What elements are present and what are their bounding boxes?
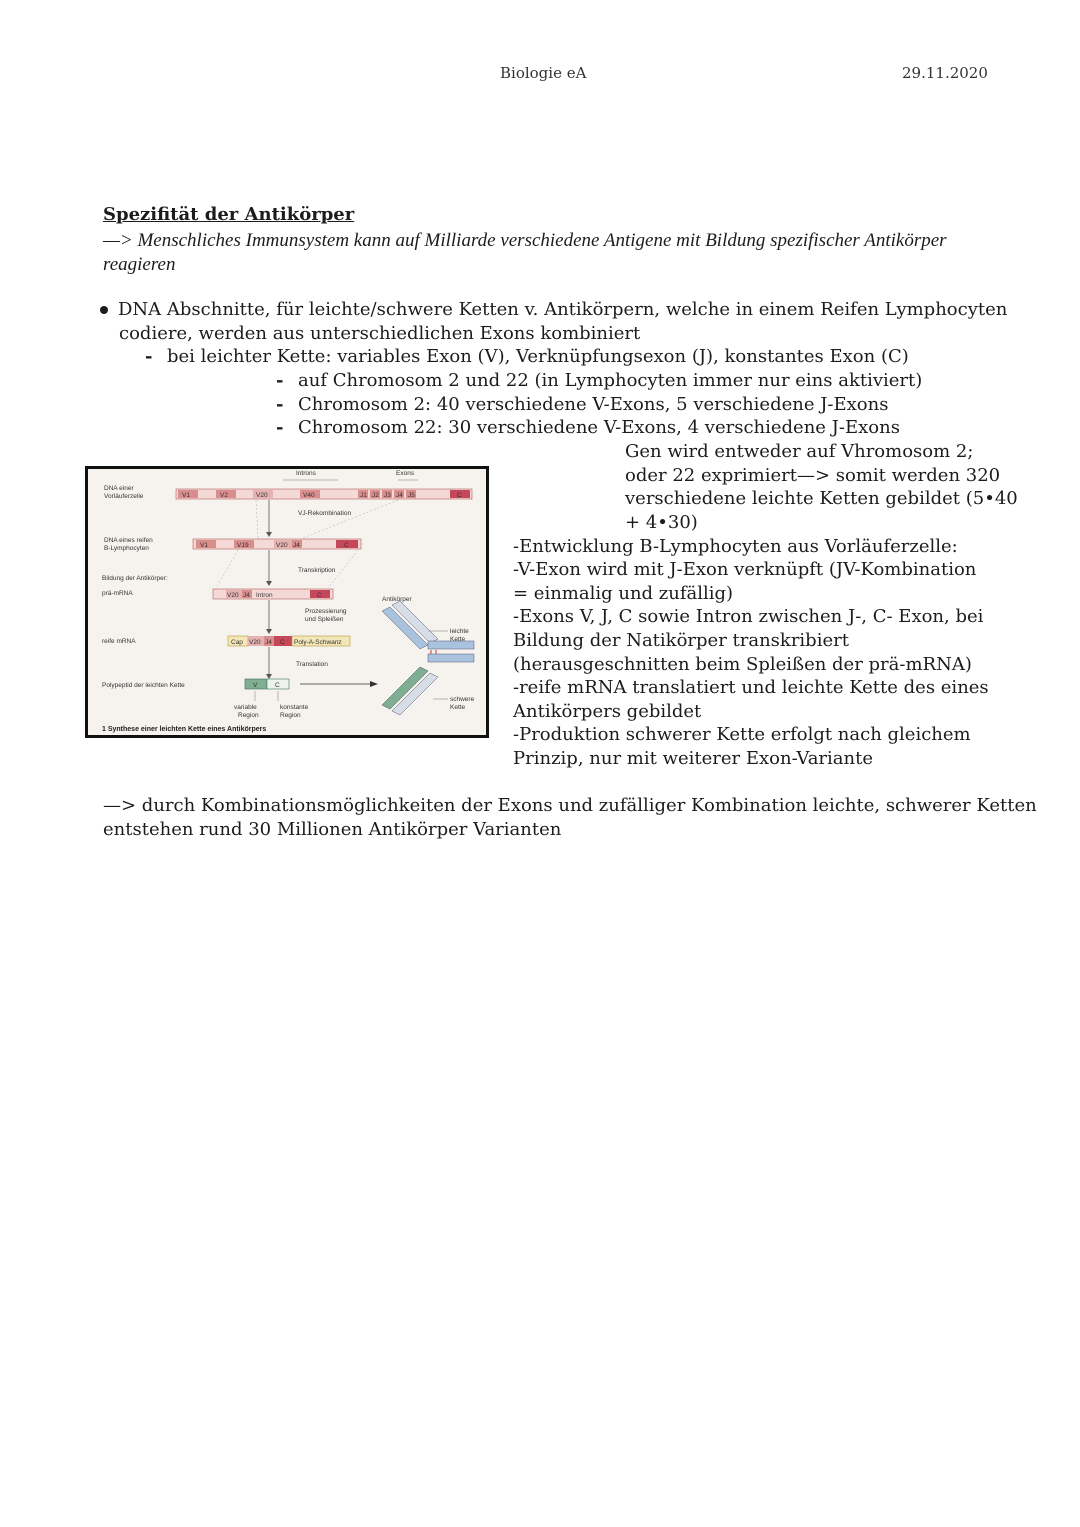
header-subject: Biologie eA — [500, 64, 587, 82]
guide-line — [303, 500, 398, 538]
label-polypeptid: Polypeptid der leichten Kette — [102, 682, 185, 689]
point-line-2: -V-Exon wird mit J-Exon verknüpft (JV-Kombination — [513, 559, 977, 580]
label-intron: Intron — [256, 592, 273, 599]
row4-seg-v20-label: V20 — [249, 639, 261, 646]
point-line-7: -reife mRNA translatiert und leichte Kette des eines — [513, 677, 989, 698]
point-line-4: -Exons V, J, C sowie Intron zwischen J-, C- Exon, bei — [513, 606, 984, 627]
guide-line — [256, 500, 258, 538]
arrow-transkription-head — [266, 581, 272, 586]
gen-line-1: Gen wird entweder auf Vhromosom 2; — [625, 441, 974, 462]
row2-seg-c-label: C — [344, 542, 349, 549]
row1-seg-j1-label: J1 — [360, 492, 367, 499]
header-date: 29.11.2020 — [902, 64, 988, 82]
label-konstante-1: konstante — [280, 704, 309, 711]
sub-item-1 — [145, 345, 909, 369]
guide-line — [216, 550, 238, 588]
label-prozessierung-1: Prozessierung — [305, 608, 347, 615]
label-cap: Cap — [231, 639, 243, 646]
intro-line-2: reagieren — [103, 254, 176, 275]
row1-seg-j5-label: J5 — [408, 492, 415, 499]
row2-seg-v19-label: V19 — [237, 542, 249, 549]
label-prae-mrna: prä-mRNA — [102, 590, 133, 597]
dash-icon: - — [145, 346, 153, 367]
subsub-item-2: - Chromosom 2: 40 verschiedene V-Exons, 5 verschiedene J-Exons — [276, 394, 889, 415]
row4-seg-c-label: C — [280, 639, 285, 646]
bullet-line-1 — [100, 298, 1007, 322]
page-title: Spezifität der Antikörper — [103, 204, 355, 225]
gen-line-4: + 4•30) — [625, 512, 698, 533]
label-leichte-1: leichte — [450, 628, 469, 635]
row1-seg-j4-label: J4 — [396, 492, 403, 499]
label-dna-reif-1: DNA eines reifen — [104, 537, 153, 544]
conclusion-line-2: entstehen rund 30 Millionen Antikörper Varianten — [103, 819, 562, 840]
gen-line-3: verschiedene leichte Ketten gebildet (5•40 — [625, 488, 1018, 509]
antibody-synthesis-figure — [85, 466, 489, 738]
point-line-8: Antikörpers gebildet — [513, 701, 702, 722]
arrow-vj-head — [266, 532, 272, 537]
label-schwere-1: schwere — [450, 696, 475, 703]
label-variable-2: Region — [238, 712, 259, 719]
label-c: C — [275, 682, 280, 689]
label-v: V — [253, 682, 258, 689]
label-reife-mrna: reife mRNA — [102, 638, 136, 645]
gen-line-2: oder 22 exprimiert—> somit werden 320 — [625, 465, 1001, 486]
row2-seg-j4-label: J4 — [293, 542, 300, 549]
label-translation: Translation — [296, 661, 328, 668]
label-prozessierung-2: und Spleißen — [305, 616, 344, 623]
bullet-line-1-text: DNA Abschnitte, für leichte/schwere Ketten v. Antikörpern, welche in einem Reifen Lymphocyten — [118, 299, 1008, 320]
row3-seg-c-label: C — [317, 592, 322, 599]
dash-icon: - — [276, 394, 284, 415]
label-schwere-2: Kette — [450, 704, 466, 711]
label-dna-vorlaeufer-1: DNA einer — [104, 485, 134, 492]
point-line-5: Bildung der Natikörper transkribiert — [513, 630, 849, 651]
row4-seg-j4-label: J4 — [265, 639, 272, 646]
point-line-9: -Produktion schwerer Kette erfolgt nach gleichem — [513, 724, 971, 745]
row1-seg-v40-label: V40 — [303, 492, 315, 499]
intro-line-1: —> Menschliches Immunsystem kann auf Milliarde verschiedene Antigene mit Bildung spezifischer Antikörper — [103, 230, 947, 251]
figure-diagram — [88, 469, 486, 735]
label-konstante-2: Region — [280, 712, 301, 719]
label-dna-vorlaeufer-2: Vorläuferzelle — [104, 493, 144, 500]
label-antikoerper: Antikörper — [382, 596, 412, 603]
point-line-3: = einmalig und zufällig) — [513, 583, 734, 604]
figure-caption: 1 Synthese einer leichten Kette eines Antikörpers — [102, 726, 267, 733]
arrow-translation-head — [266, 674, 272, 679]
label-poly-a: Poly-A-Schwanz — [294, 639, 342, 646]
row2-seg-v20-label: V20 — [276, 542, 288, 549]
row1-seg-v20-label: V20 — [256, 492, 268, 499]
point-line-6: (herausgeschnitten beim Spleißen der prä-mRNA) — [513, 654, 972, 675]
dash-icon: - — [276, 417, 284, 438]
arrow-prozessierung-head — [266, 629, 272, 634]
row1-seg-v1-label: V1 — [182, 492, 190, 499]
bullet-dot-icon — [100, 306, 108, 314]
label-transkription: Transkription — [298, 567, 336, 574]
label-variable-1: variable — [234, 704, 257, 711]
bullet-line-2: codiere, werden aus unterschiedlichen Exons kombiniert — [119, 323, 641, 344]
subsub-item-3: - Chromosom 22: 30 verschiedene V-Exons, 4 verschiedene J-Exons — [276, 417, 900, 438]
row3-seg-v20-label: V20 — [227, 592, 239, 599]
row1-seg-v2-label: V2 — [220, 492, 228, 499]
row1-seg-j2-label: J2 — [372, 492, 379, 499]
subsub-item-1: - auf Chromosom 2 und 22 (in Lymphocyten immer nur eins aktiviert) — [276, 370, 923, 391]
row1-seg-j3-label: J3 — [384, 492, 391, 499]
row3-seg-j4-label: J4 — [243, 592, 250, 599]
label-leichte-2: Kette — [450, 636, 466, 643]
dash-icon: - — [276, 370, 284, 391]
arrow-to-antibody-head — [370, 681, 378, 687]
label-dna-reif-2: B-Lymphocyten — [104, 545, 149, 552]
conclusion-line-1: —> durch Kombinationsmöglichkeiten der Exons und zufälliger Kombination leichte, schwerer Ketten — [103, 795, 1037, 816]
point-line-10: Prinzip, nur mit weiterer Exon-Variante — [513, 748, 873, 769]
label-exons: Exons — [396, 470, 415, 477]
label-introns: Introns — [296, 470, 316, 477]
label-bildung: Bildung der Antikörper: — [102, 575, 168, 582]
sub-item-1-text: bei leichter Kette: variables Exon (V), Verknüpfungsexon (J), konstantes Exon (C) — [167, 346, 909, 367]
row1-seg-c-label: C — [457, 492, 462, 499]
row2-seg-v1-label: V1 — [200, 542, 208, 549]
label-vj-rekombination: VJ-Rekombination — [298, 510, 352, 517]
point-line-1: -Entwicklung B-Lymphocyten aus Vorläuferzelle: — [513, 536, 958, 557]
